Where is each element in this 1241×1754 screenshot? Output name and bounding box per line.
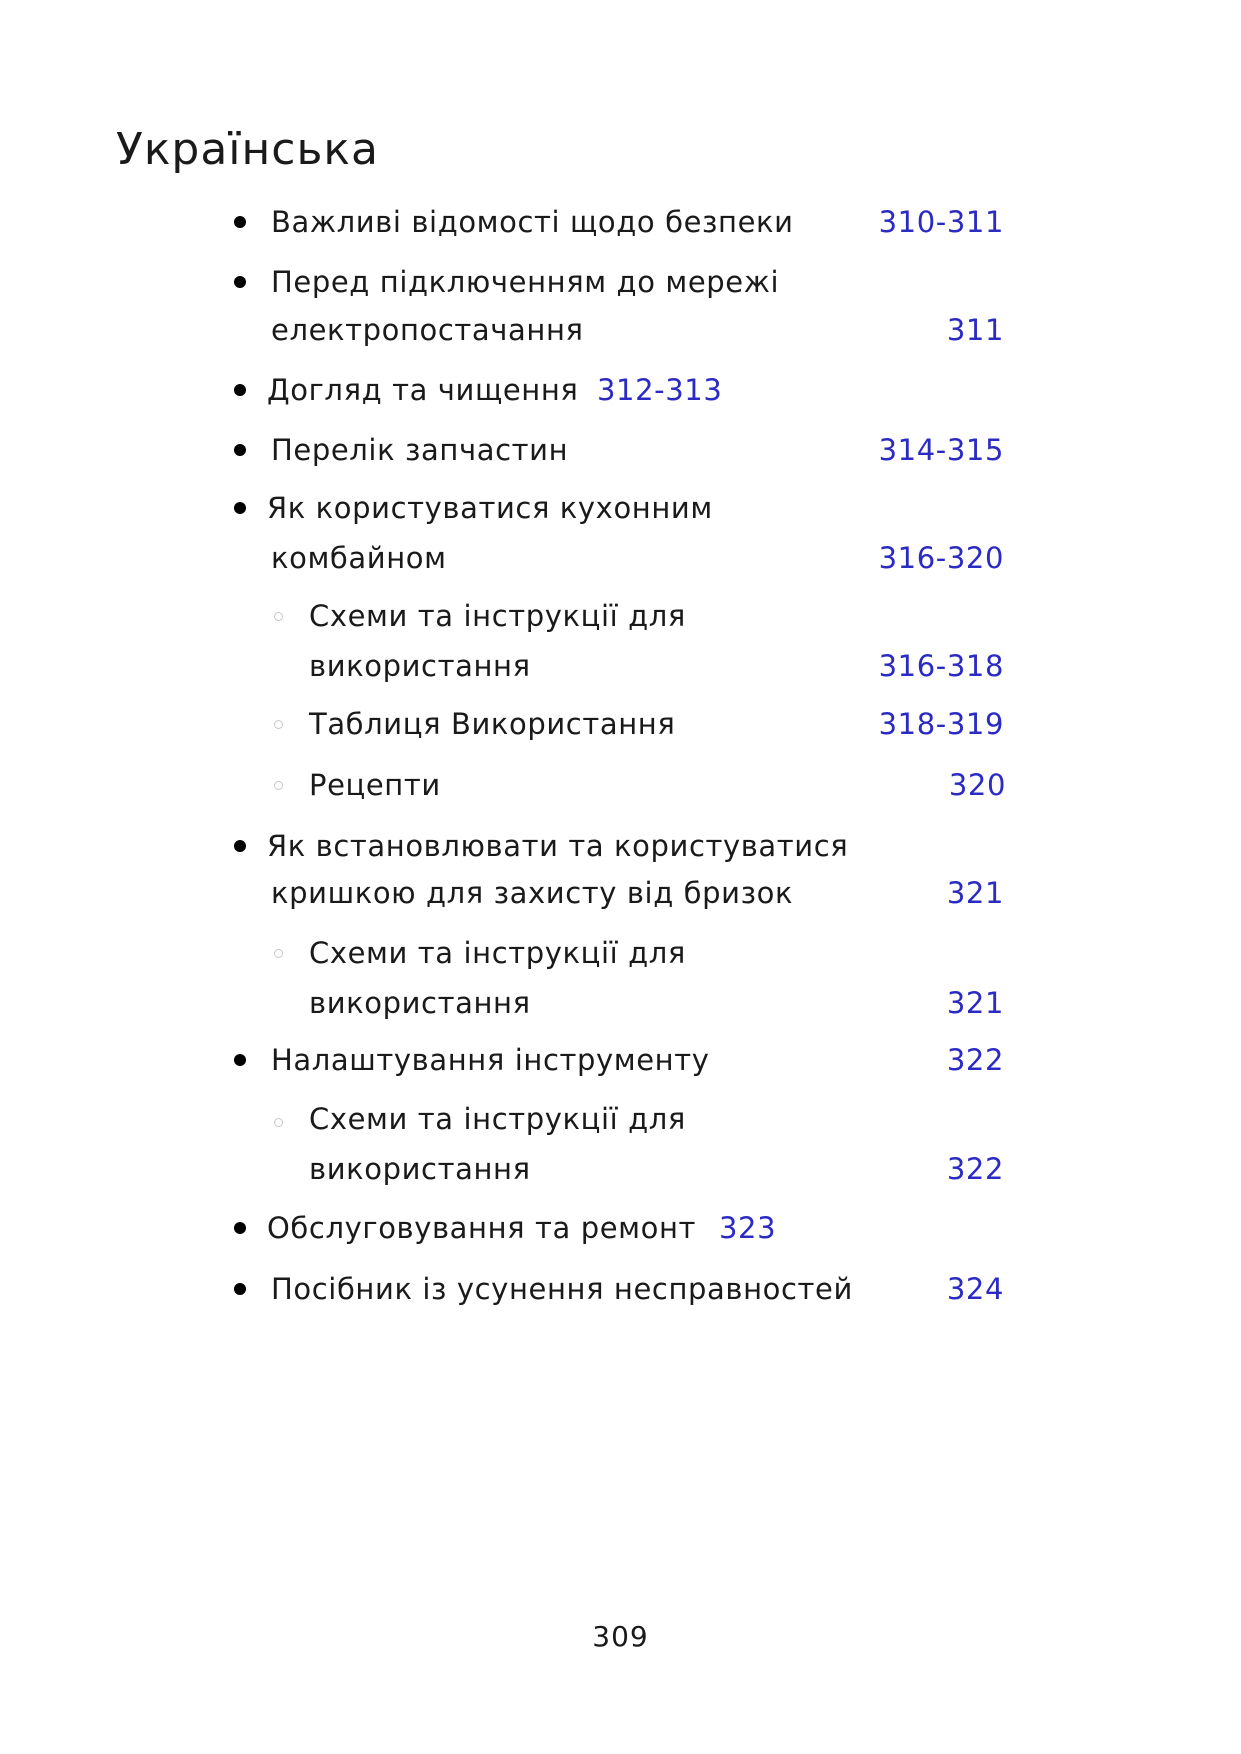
toc-entry-splash-guard[interactable]: [0, 826, 1241, 866]
toc-entry-label: використання: [309, 649, 531, 683]
bullet-icon: [234, 384, 246, 396]
toc-page-link[interactable]: 321: [946, 876, 1004, 910]
toc-page-link[interactable]: 324: [946, 1272, 1004, 1306]
toc-subentry-diagrams-cont[interactable]: [0, 646, 1241, 686]
toc-entry-label: використання: [309, 986, 531, 1020]
toc-subentry-diagrams[interactable]: [0, 596, 1241, 636]
toc-entry-label: Як встановлювати та користуватися: [267, 829, 849, 863]
sub-bullet-icon: [274, 949, 283, 958]
toc-entry-maintenance[interactable]: [0, 1208, 1241, 1248]
toc-subentry-diagrams-cont[interactable]: [0, 1149, 1241, 1189]
toc-entry-parts-list[interactable]: [0, 430, 1241, 470]
toc-entry-safety[interactable]: [0, 202, 1241, 242]
toc-page-link[interactable]: 322: [946, 1152, 1004, 1186]
toc-entry-food-processor[interactable]: [0, 488, 1241, 528]
toc-entry-tool-setup[interactable]: [0, 1040, 1241, 1080]
toc-subentry-usage-table[interactable]: [0, 704, 1241, 744]
toc-subentry-diagrams[interactable]: [0, 1099, 1241, 1139]
toc-page-link[interactable]: 321: [946, 986, 1004, 1020]
toc-page-link[interactable]: 322: [946, 1043, 1004, 1077]
toc-page-link[interactable]: 316-320: [878, 541, 1004, 575]
sub-bullet-icon: [274, 1118, 283, 1127]
sub-bullet-icon: [274, 781, 283, 790]
toc-page-link[interactable]: 314-315: [878, 433, 1004, 467]
toc-entry-food-processor-cont[interactable]: [0, 538, 1241, 578]
toc-page-link[interactable]: 320: [948, 768, 1006, 802]
bullet-icon: [234, 1054, 246, 1066]
page-title: Українська: [116, 124, 379, 175]
toc-page-link[interactable]: 312-313: [597, 373, 723, 407]
toc-entry-troubleshooting[interactable]: [0, 1269, 1241, 1309]
toc-entry-label: Схеми та інструкції для: [309, 936, 686, 970]
toc-page-link[interactable]: 318-319: [878, 707, 1004, 741]
toc-entry-label: Як користуватися кухонним: [267, 491, 713, 525]
bullet-icon: [234, 216, 246, 228]
toc-entry-label: Схеми та інструкції для: [309, 1102, 686, 1136]
toc-entry-before-connecting[interactable]: [0, 262, 1241, 302]
toc-subentry-diagrams-cont[interactable]: [0, 983, 1241, 1023]
bullet-icon: [234, 1222, 246, 1234]
toc-entry-label: Налаштування інструменту: [271, 1043, 710, 1077]
toc-entry-label: Рецепти: [309, 768, 441, 802]
page-number: 309: [592, 1620, 649, 1653]
bullet-icon: [234, 840, 246, 852]
toc-entry-label: комбайном: [271, 541, 447, 575]
toc-entry-label: електропостачання: [271, 313, 584, 347]
toc-subentry-recipes[interactable]: [0, 765, 1241, 805]
toc-subentry-diagrams[interactable]: [0, 933, 1241, 973]
toc-entry-label: Догляд та чищення: [267, 373, 579, 407]
toc-entry-label: Посібник із усунення несправностей: [271, 1272, 853, 1306]
toc-page-link[interactable]: 310-311: [878, 205, 1004, 239]
toc-entry-before-connecting-cont[interactable]: [0, 310, 1241, 350]
toc-entry-label: кришкою для захисту від бризок: [271, 876, 794, 910]
toc-page-link[interactable]: 311: [946, 313, 1004, 347]
toc-entry-label: Таблиця Використання: [309, 707, 676, 741]
toc-entry-label: Важливі відомості щодо безпеки: [271, 205, 794, 239]
toc-page-link[interactable]: 323: [719, 1211, 777, 1245]
toc-page-link[interactable]: 316-318: [878, 649, 1004, 683]
toc-entry-splash-guard-cont[interactable]: [0, 873, 1241, 913]
bullet-icon: [234, 444, 246, 456]
bullet-icon: [234, 502, 246, 514]
toc-entry-label: використання: [309, 1152, 531, 1186]
bullet-icon: [234, 1283, 246, 1295]
toc-entry-label: Перелік запчастин: [271, 433, 569, 467]
toc-entry-label: Перед підключенням до мережі: [271, 265, 780, 299]
sub-bullet-icon: [274, 612, 283, 621]
toc-entry-label: Схеми та інструкції для: [309, 599, 686, 633]
toc-entry-care-cleaning[interactable]: [0, 370, 1241, 410]
sub-bullet-icon: [274, 720, 283, 729]
bullet-icon: [234, 276, 246, 288]
toc-entry-label: Обслуговування та ремонт: [267, 1211, 697, 1245]
